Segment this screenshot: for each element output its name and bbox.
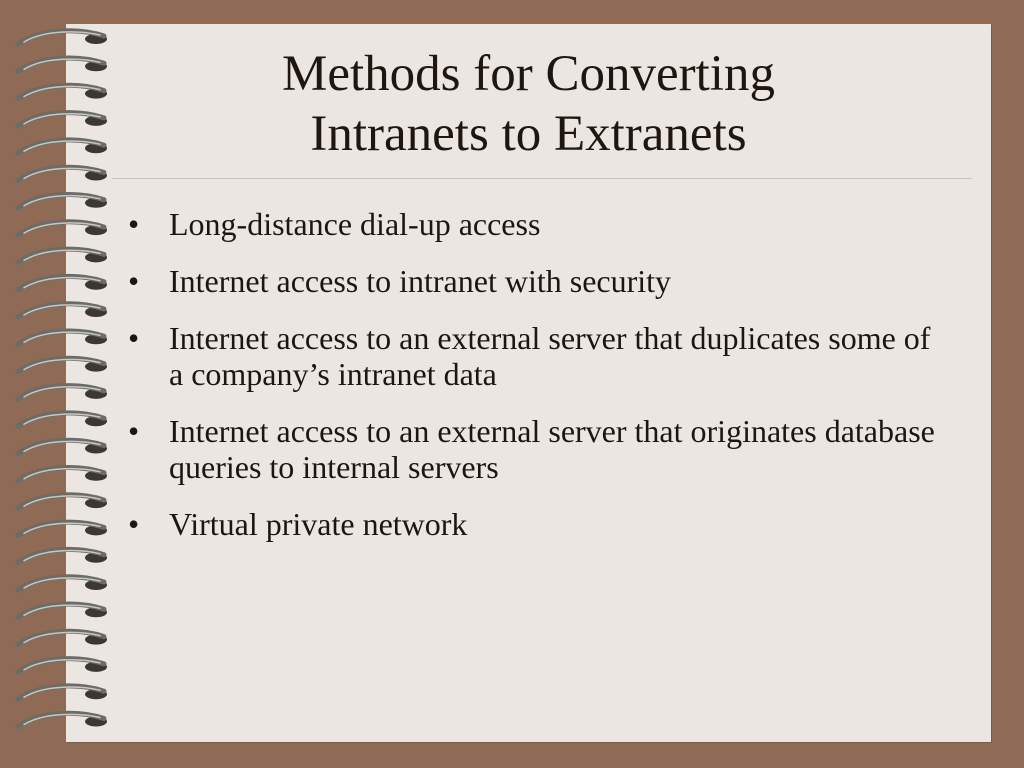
- spiral-ring-icon: [18, 686, 107, 699]
- spiral-ring-icon: [18, 549, 107, 562]
- bullet-item: [128, 320, 948, 392]
- title-divider: [112, 178, 972, 179]
- bullet-item: [128, 413, 948, 485]
- spiral-ring-icon: [18, 358, 107, 371]
- bullet-text: Internet access to an external server that duplicates some of a company’s intranet data: [169, 320, 931, 392]
- spiral-ring-icon: [18, 276, 107, 289]
- spiral-ring-icon: [18, 249, 107, 262]
- bullet-item: [128, 263, 948, 299]
- title-line-2: Intranets to Extranets: [310, 106, 747, 162]
- bullet-text: Internet access to an external server that originates database queries to internal servers: [169, 413, 935, 485]
- spiral-ring-icon: [18, 659, 107, 672]
- spiral-ring-icon: [18, 304, 107, 317]
- bullet-icon: •: [128, 413, 140, 449]
- spiral-ring-icon: [18, 522, 107, 535]
- spiral-ring-icon: [18, 495, 107, 508]
- bullet-icon: •: [128, 506, 140, 542]
- spiral-ring-icon: [18, 31, 107, 44]
- spiral-ring-icon: [18, 222, 107, 235]
- spiral-ring-icon: [18, 195, 107, 208]
- spiral-ring-icon: [18, 331, 107, 344]
- bullet-text: Virtual private network: [169, 506, 468, 542]
- spiral-ring-icon: [18, 413, 107, 426]
- bullet-icon: •: [128, 206, 140, 242]
- spiral-ring-icon: [18, 713, 107, 726]
- bullet-icon: •: [128, 320, 140, 356]
- spiral-ring-icon: [18, 468, 107, 481]
- spiral-ring-icon: [18, 604, 107, 617]
- slide-title: [66, 44, 991, 164]
- bullet-item: [128, 206, 948, 242]
- spiral-ring-icon: [18, 577, 107, 590]
- spiral-ring-icon: [18, 386, 107, 399]
- bullet-item: [128, 506, 948, 542]
- spiral-ring-icon: [18, 631, 107, 644]
- spiral-ring-icon: [18, 167, 107, 180]
- bullet-text: Internet access to intranet with security: [169, 263, 672, 299]
- bullet-list: [128, 206, 948, 563]
- title-line-1: Methods for Converting: [282, 46, 775, 102]
- bullet-text: Long-distance dial-up access: [169, 206, 541, 242]
- spiral-ring-icon: [18, 440, 107, 453]
- bullet-icon: •: [128, 263, 140, 299]
